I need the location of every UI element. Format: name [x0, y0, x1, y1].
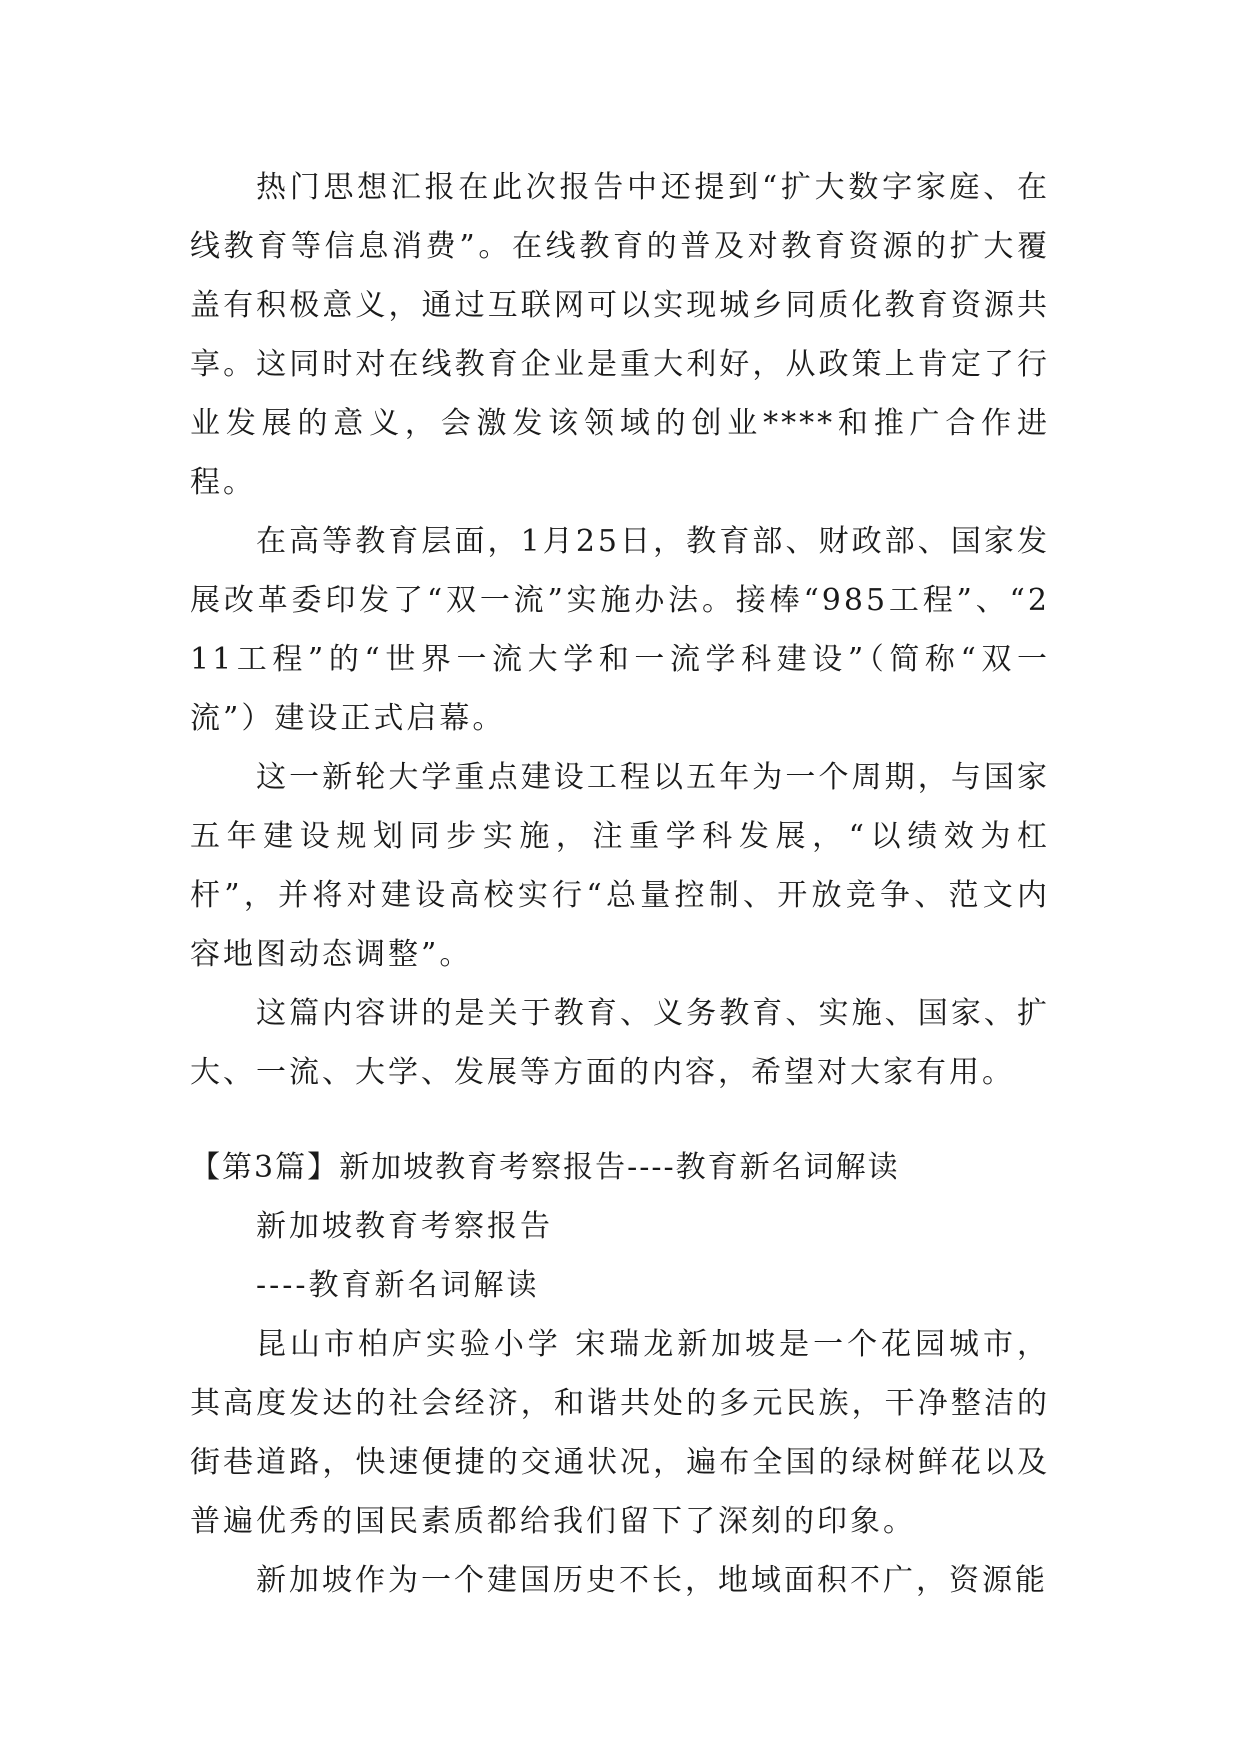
paragraph-summary: 这篇内容讲的是关于教育、义务教育、实施、国家、扩大、一流、大学、发展等方面的内容，希望对大家有用。: [190, 996, 1050, 1090]
report-title: 新加坡教育考察报告: [256, 1209, 553, 1244]
paragraph-five-year-cycle: 这一新轮大学重点建设工程以五年为一个周期，与国家五年建设规划同步实施，注重学科发展，“以绩效为杠杆”，并将对建设高校实行“总量控制、开放竞争、范文内容地图动态调整”。: [190, 760, 1050, 972]
section-spacer: [190, 1102, 1050, 1138]
document-body: [190, 158, 1050, 1610]
report-subtitle: ----教育新名词解读: [256, 1268, 540, 1303]
paragraph-singapore-impression: 昆山市柏庐实验小学 宋瑞龙新加坡是一个花园城市，其高度发达的社会经济，和谐共处的多元民族，干净整洁的街巷道路，快速便捷的交通状况，遍布全国的绿树鲜花以及普遍优秀的国民素质都给我们留下了深刻的印象。: [190, 1327, 1050, 1539]
paragraph-singapore-history: 新加坡作为一个建国历史不长，地域面积不广，资源能: [256, 1563, 1048, 1598]
section-heading: 【第3篇】新加坡教育考察报告----教育新名词解读: [190, 1150, 900, 1185]
paragraph-double-first-class: 在高等教育层面，1月25日，教育部、财政部、国家发展改革委印发了“双一流”实施办法。接棒“985工程”、“211工程”的“世界一流大学和一流学科建设”（简称“双一流”）建设正式启幕。: [190, 524, 1050, 736]
paragraph-online-education: 热门思想汇报在此次报告中还提到“扩大数字家庭、在线教育等信息消费”。在线教育的普及对教育资源的扩大覆盖有积极意义，通过互联网可以实现城乡同质化教育资源共享。这同时对在线教育企业是重大利好，从政策上肯定了行业发展的意义，会激发该领域的创业****和推广合作进程。: [190, 170, 1050, 500]
